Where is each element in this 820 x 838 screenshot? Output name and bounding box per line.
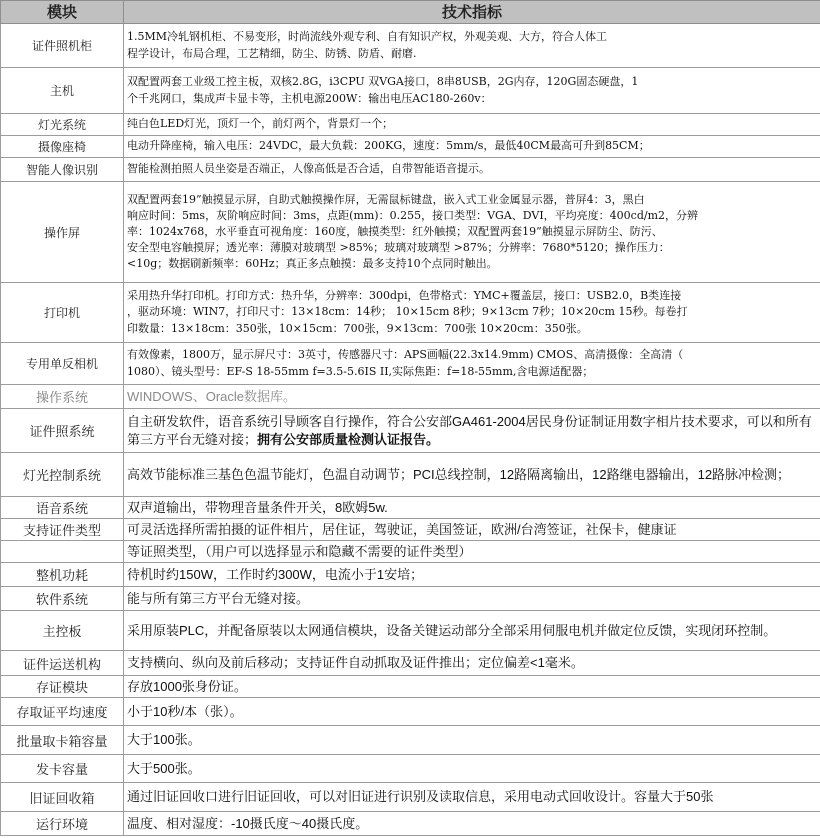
module-cell: 主控板 [1,611,124,651]
module-cell: 存证模块 [1,676,124,698]
module-cell: 证件运送机构 [1,651,124,676]
spec-cell: 支持横向、纵向及前后移动；支持证件自动抓取及证件推出；定位偏差<1毫米。 [124,651,820,676]
table-row [1,519,820,541]
module-cell: 智能人像识别 [1,158,124,182]
table-row [1,726,820,755]
spec-cell: 可灵活选择所需拍摄的证件相片，居住证，驾驶证，美国签证，欧洲/台湾签证，社保卡，健康证 [124,519,820,541]
table-row [1,343,820,385]
table-row [1,497,820,519]
module-cell: 灯光系统 [1,114,124,136]
spec-column-header: 技术指标 [124,1,820,24]
spec-cell: 纯白色LED灯光，顶灯一个，前灯两个，背景灯一个； [124,114,820,136]
spec-cell: 电动升降座椅，输入电压：24VDC，最大负载：200KG，速度：5mm/s，最低40CM最高可升到85CM； [124,136,820,158]
spec-cell: 双声道输出，带物理音量条件开关，8欧姆5w. [124,497,820,519]
table-row [1,453,820,497]
table-row [1,114,820,136]
table-row [1,24,820,68]
module-cell: 软件系统 [1,587,124,611]
spec-cell: 双配置两套工业级工控主板，双核2.8G，i3CPU 双VGA接口，8串8USB，2G内存，120G固态硬盘，1 个千兆网口，集成声卡显卡等，主机电源200W：输出电压AC180-260v： [124,68,820,114]
table-row [1,783,820,812]
spec-cell: 待机时约150W，工作时约300W，电流小于1安培； [124,563,820,587]
table-row [1,676,820,698]
spec-cell: 等证照类型，（用户可以选择显示和隐藏不需要的证件类型） [124,541,820,563]
spec-cell: 采用热升华打印机。打印方式：热升华，分辨率：300dpi，色带格式：YMC+覆盖层，接口：USB2.0，B类连接 ，驱动环境：WIN7，打印尺寸：13×18cm：14秒； 10×15cm 8秒；9×13cm 7秒；10×20cm 15秒。每卷打 印数量：13×18cm：350张，10×15cm：700张，9×13cm：700张 10×20cm：350张。 [124,283,820,343]
module-cell: 语音系统 [1,497,124,519]
table-row [1,651,820,676]
table-row [1,611,820,651]
module-cell: 摄像座椅 [1,136,124,158]
header-row [1,1,820,24]
module-cell: 整机功耗 [1,563,124,587]
module-cell: 证件照机柜 [1,24,124,68]
module-cell: 灯光控制系统 [1,453,124,497]
table-row [1,812,820,836]
table-row [1,563,820,587]
module-cell: 发卡容量 [1,755,124,783]
table-row [1,587,820,611]
module-cell: 操作屏 [1,182,124,283]
spec-cell: 存放1000张身份证。 [124,676,820,698]
spec-cell: 有效像素，1800万，显示屏尺寸：3英寸，传感器尺寸：APS画幅(22.3x14.9mm) CMOS、高清摄像：全高清（ 1080）、镜头型号：EF-S 18-55mm f=3.5-5.6IS II,实际焦距：f=18-55mm,含电源适配器； [124,343,820,385]
spec-cell: 通过旧证回收口进行旧证回收，可以对旧证进行识别及读取信息，采用电动式回收设计。容量大于50张 [124,783,820,812]
spec-cell: 高效节能标准三基色色温节能灯，色温自动调节；PCI总线控制，12路隔离输出，12路继电器输出，12路脉冲检测； [124,453,820,497]
spec-cell: 大于100张。 [124,726,820,755]
spec-cell: 双配置两套19”触摸显示屏，自助式触摸操作屏，无需鼠标键盘，嵌入式工业金属显示器，普屏4：3，黑白 响应时间：5ms，灰阶响应时间：3ms，点距(mm)：0.255，接口类型：VGA、DVI，平均亮度：400cd/m2，分辨 率：1024x768，水平垂直可视角度：160度，触摸类型：红外触摸；双配置两套19”触摸显示屏防尘、防污、 安全型电容触摸屏；透光率：薄膜对玻璃型 >85%；玻璃对玻璃型 >87%；分辨率：7680*5120；操作压力： <10g；数据刷新频率：60Hz；真正多点触摸：最多支持10个点同时触出。 [124,182,820,283]
module-cell: 批量取卡箱容量 [1,726,124,755]
certification-note: 拥有公安部质量检测认证报告。 [257,431,440,447]
module-cell: 主机 [1,68,124,114]
module-cell: 专用单反相机 [1,343,124,385]
module-cell [1,541,124,563]
spec-cell: 1.5MM冷轧钢机柜、不易变形，时尚流线外观专利、自有知识产权，外观美观、大方，符合人体工 程学设计，布局合理，工艺精细，防尘、防锈、防盾、耐磨. [124,24,820,68]
table-row [1,136,820,158]
table-row [1,68,820,114]
table-row [1,755,820,783]
spec-cell: 小于10秒/本（张）。 [124,698,820,726]
table-row [1,283,820,343]
spec-cell: 智能检测拍照人员坐姿是否端正，人像高低是否合适，自带智能语音提示。 [124,158,820,182]
table-row [1,182,820,283]
module-cell: 旧证回收箱 [1,783,124,812]
table-row [1,698,820,726]
spec-cell: 能与所有第三方平台无缝对接。 [124,587,820,611]
spec-cell [124,409,820,453]
spec-cell: 温度、相对湿度：-10摄氏度～40摄氏度。 [124,812,820,836]
spec-cell: 大于500张。 [124,755,820,783]
spec-text: 自主研发软件，语音系统引导顾客自行操作，符合公安部GA461-2004居民身份证制证用数字相片技术要求，可以和所有第三方平台无缝对接； [127,413,812,447]
table-row [1,409,820,453]
table-row [1,158,820,182]
module-cell: 操作系统 [1,385,124,409]
module-cell: 存取证平均速度 [1,698,124,726]
spec-cell: 采用原装PLC，并配备原装以太网通信模块，设备关键运动部分全部采用伺服电机并做定位反馈，实现闭环控制。 [124,611,820,651]
table-row [1,541,820,563]
table-row [1,385,820,409]
module-cell: 打印机 [1,283,124,343]
module-cell: 支持证件类型 [1,519,124,541]
module-cell: 运行环境 [1,812,124,836]
spec-cell: WINDOWS、Oracle数据库。 [124,385,820,409]
module-cell: 证件照系统 [1,409,124,453]
module-column-header: 模块 [1,1,124,24]
